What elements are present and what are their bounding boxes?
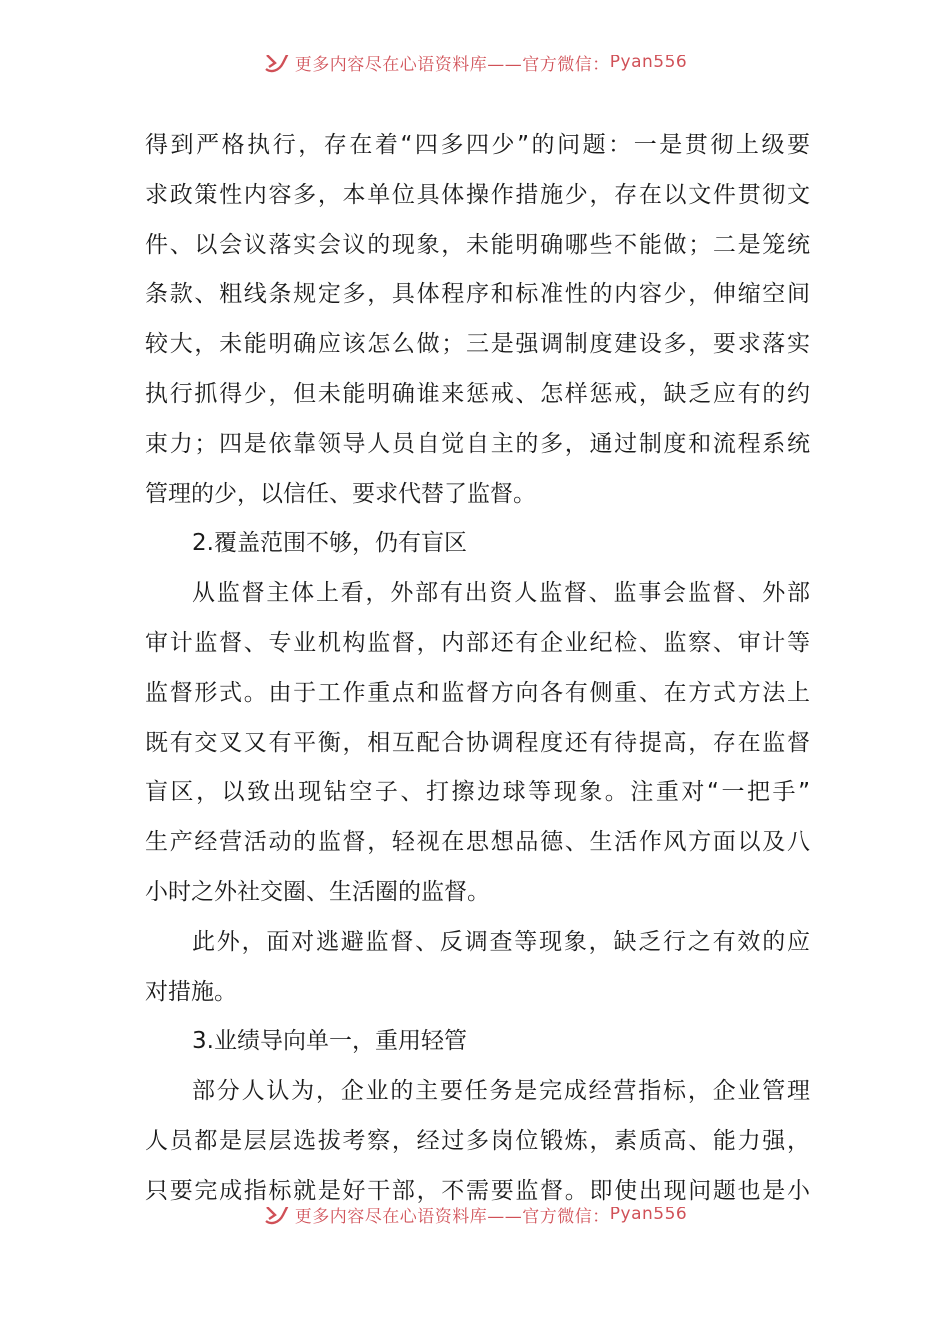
paragraph-line: 件、以会议落实会议的现象，未能明确哪些不能做；二是笼统 [145,231,810,258]
paragraph-line: 从监督主体上看，外部有出资人监督、监事会监督、外部 [192,580,810,607]
section-heading: 2.覆盖范围不够，仍有盲区 [192,530,467,557]
paragraph-line: 求政策性内容多，本单位具体操作措施少，存在以文件贯彻文 [145,181,810,208]
watermark-bottom [0,1207,950,1237]
paragraph-line: 部分人认为，企业的主要任务是完成经营指标，企业管理 [192,1078,810,1105]
paragraph-line: 盲区，以致出现钻空子、打擦边球等现象。注重对“一把手” [145,779,810,806]
paragraph-line: 束力；四是依靠领导人员自觉自主的多，通过制度和流程系统 [145,430,810,457]
paragraph-line: 对措施。 [145,978,237,1005]
watermark-text: 更多内容尽在心语资料库——官方微信： [294,1207,610,1227]
paragraph-line: 小时之外社交圈、生活圈的监督。 [145,878,490,905]
logo-icon [263,55,289,73]
paragraph-line: 此外，面对逃避监督、反调查等现象，缺乏行之有效的应 [192,928,810,955]
paragraph-line: 监督形式。由于工作重点和监督方向各有侧重、在方式方法上 [145,679,810,706]
watermark-text: 更多内容尽在心语资料库——官方微信： [294,55,610,75]
paragraph-line: 得到严格执行，存在着“四多四少”的问题：一是贯彻上级要 [145,132,810,158]
paragraph-line: 管理的少，以信任、要求代替了监督。 [145,480,536,507]
watermark-id: Pyan556 [609,1207,688,1224]
paragraph-line: 执行抓得少，但未能明确谁来惩戒、怎样惩戒，缺乏应有的约 [145,380,810,407]
paragraph-line: 人员都是层层选拔考察，经过多岗位锻炼，素质高、能力强， [145,1127,810,1154]
paragraph-line: 生产经营活动的监督，轻视在思想品德、生活作风方面以及八 [145,829,810,856]
document-body [145,121,810,1217]
paragraph-line: 只要完成指标就是好干部，不需要监督。即使出现问题也是小 [145,1177,810,1204]
watermark-id: Pyan556 [609,55,688,72]
logo-icon [263,1207,289,1225]
paragraph-line: 条款、粗线条规定多，具体程序和标准性的内容少，伸缩空间 [145,281,810,308]
paragraph-line: 既有交叉又有平衡，相互配合协调程度还有待提高，存在监督 [145,729,810,756]
paragraph-line: 较大，未能明确应该怎么做；三是强调制度建设多，要求落实 [145,331,810,358]
watermark-top [0,55,950,85]
paragraph-line: 审计监督、专业机构监督，内部还有企业纪检、监察、审计等 [145,629,810,656]
section-heading: 3.业绩导向单一，重用轻管 [192,1028,467,1055]
